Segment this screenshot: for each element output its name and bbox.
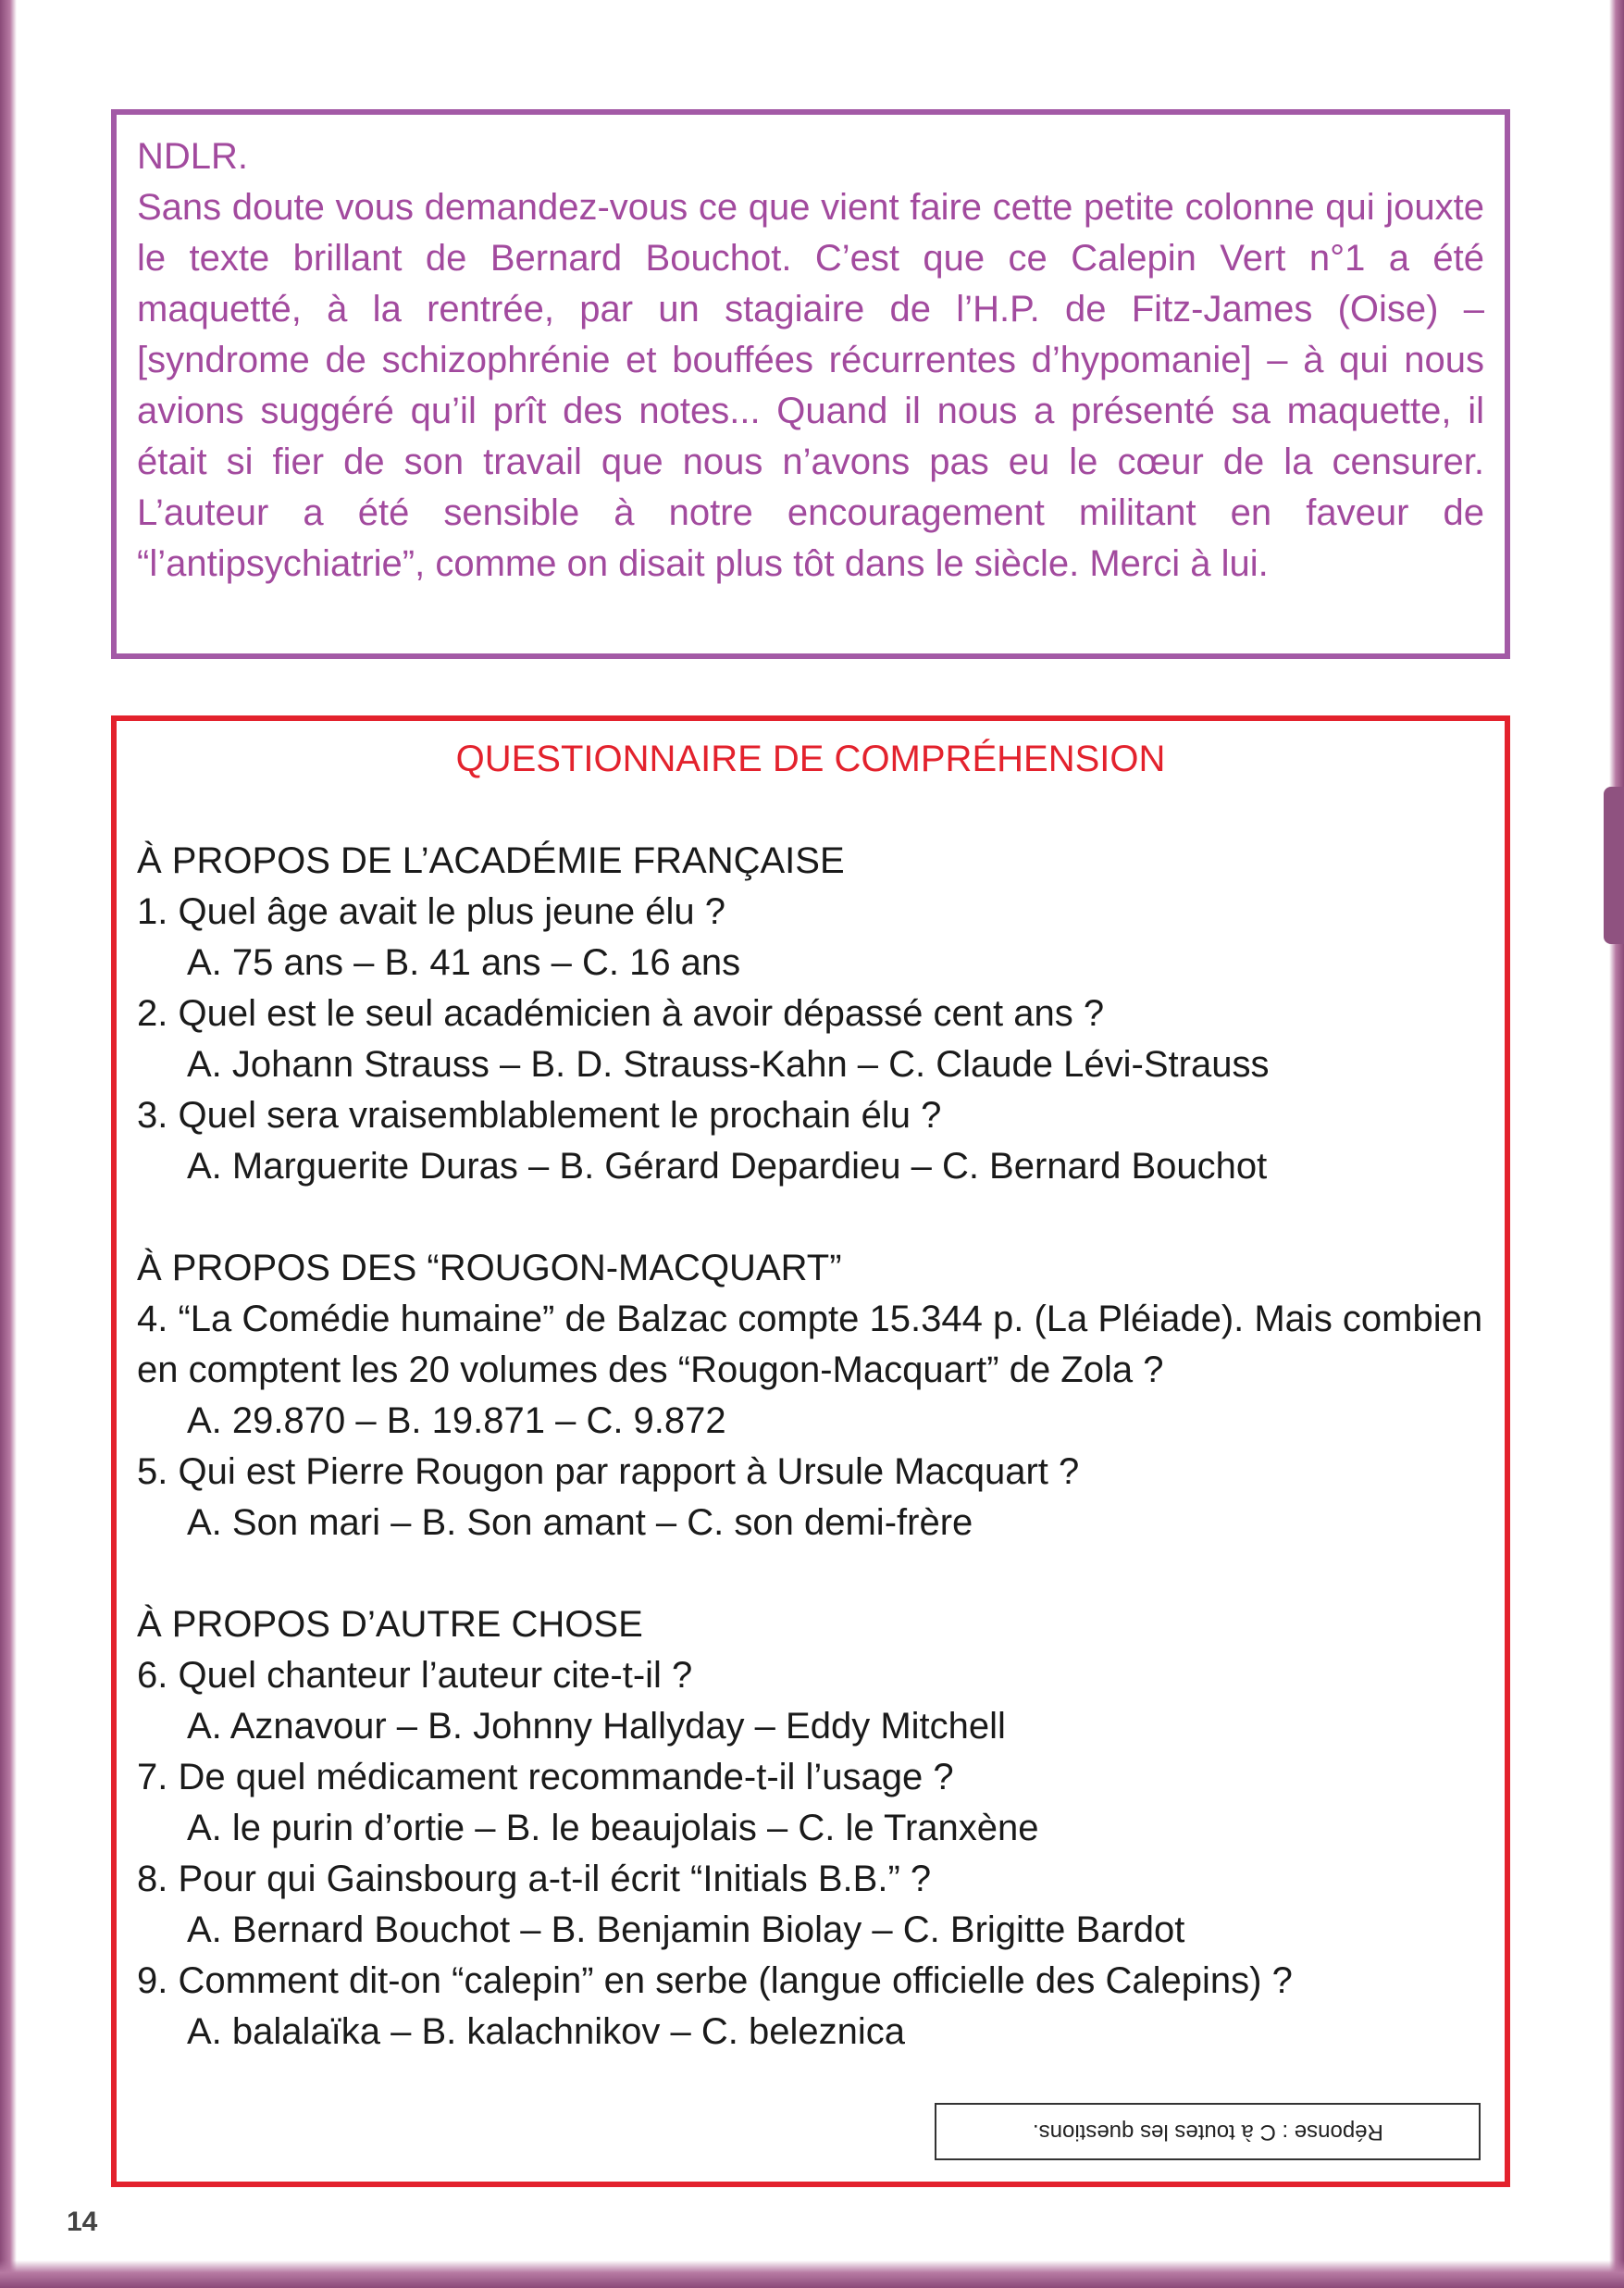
question-4: 4. “La Comédie humaine” de Balzac compte 15.344 p. (La Pléiade). Mais combien en comptent les 20 volumes des “Rougon-Macquart” de Zola ? [137, 1299, 1483, 1390]
question-8: 8. Pour qui Gainsbourg a-t-il écrit “Initials B.B.” ? [137, 1859, 932, 1899]
answers-5: A. Son mari – B. Son amant – C. son demi-frère [187, 1502, 973, 1543]
quiz-box [111, 715, 1510, 2187]
ndlr-label: NDLR. [137, 136, 249, 177]
answer-note-text: Réponse : C à toutes les questions. [1032, 2120, 1383, 2145]
quiz-section-academie [137, 836, 1484, 1192]
answers-6: A. Aznavour – B. Johnny Hallyday – Eddy Mitchell [187, 1706, 1006, 1747]
answers-3: A. Marguerite Duras – B. Gérard Depardieu – C. Bernard Bouchot [187, 1146, 1268, 1187]
section-heading: À PROPOS DES “ROUGON-MACQUART” [137, 1248, 842, 1288]
quiz-title: QUESTIONNAIRE DE COMPRÉHENSION [455, 739, 1166, 779]
upside-down-answer-box [935, 2103, 1481, 2160]
section-spacer [137, 1548, 1484, 1599]
quiz-section-autre-chose [137, 1599, 1484, 2058]
answers-7: A. le purin d’ortie – B. le beaujolais – C. le Tranxène [187, 1808, 1039, 1848]
section-spacer [137, 1192, 1484, 1243]
page-border-right [1609, 0, 1624, 2288]
quiz-section-rougon-macquart [137, 1243, 1484, 1548]
page-border-left [0, 0, 17, 2288]
answers-1: A. 75 ans – B. 41 ans – C. 16 ans [187, 942, 741, 983]
answers-9: A. balalaïka – B. kalachnikov – C. beleznica [187, 2011, 905, 2052]
section-heading: À PROPOS D’AUTRE CHOSE [137, 1604, 643, 1645]
answers-2: A. Johann Strauss – B. D. Strauss-Kahn – C. Claude Lévi-Strauss [187, 1044, 1270, 1085]
question-5: 5. Qui est Pierre Rougon par rapport à Ursule Macquart ? [137, 1451, 1080, 1492]
section-heading: À PROPOS DE L’ACADÉMIE FRANÇAISE [137, 840, 845, 881]
question-3: 3. Quel sera vraisemblablement le prochain élu ? [137, 1095, 942, 1136]
answers-4: A. 29.870 – B. 19.871 – C. 9.872 [187, 1400, 726, 1441]
question-2: 2. Quel est le seul académicien à avoir dépassé cent ans ? [137, 993, 1105, 1034]
ndlr-box [111, 109, 1510, 659]
question-9: 9. Comment dit-on “calepin” en serbe (langue officielle des Calepins) ? [137, 1960, 1293, 2001]
page-side-tab [1604, 787, 1624, 944]
ndlr-text: Sans doute vous demandez-vous ce que vient faire cette petite colonne qui jouxte le texte brillant de Bernard Bouchot. C’est que ce Calepin Vert n°1 a été maquetté, à la rentrée, par un stagiaire de l’H.P. de Fitz-James (Oise) – [syndrome de schizophrénie et bouffées récurrentes d’hypomanie] – à qui nous avions suggéré qu’il prît des notes... Quand il nous a présenté sa maquette, il était si fier de son travail que nous n’avons pas eu le cœur de la censurer. L’auteur a été sensible à notre encouragement militant en faveur de “l’antipsychiatrie”, comme on disait plus tôt dans le siècle. Merci à lui. [137, 187, 1484, 584]
page-border-bottom [0, 2260, 1624, 2288]
question-6: 6. Quel chanteur l’auteur cite-t-il ? [137, 1655, 693, 1696]
answers-8: A. Bernard Bouchot – B. Benjamin Biolay – C. Brigitte Bardot [187, 1909, 1185, 1950]
page-number: 14 [67, 2207, 98, 2237]
question-1: 1. Quel âge avait le plus jeune élu ? [137, 891, 725, 932]
question-7: 7. De quel médicament recommande-t-il l’usage ? [137, 1757, 954, 1797]
